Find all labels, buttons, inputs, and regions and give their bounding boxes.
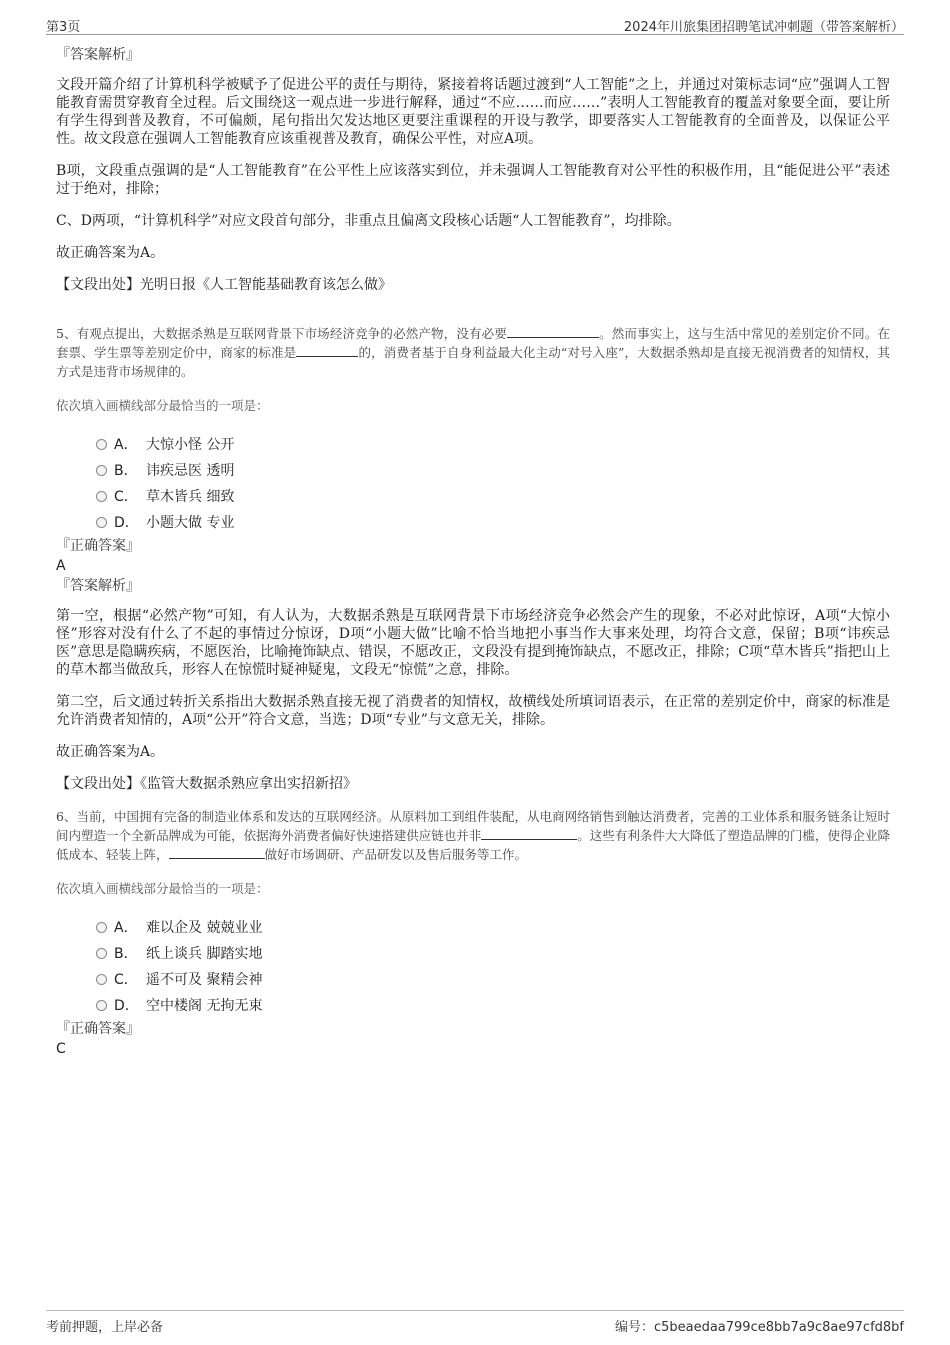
q5-stem-part2: 。然而事实上，这与生活中常见的差别定价不同。在套票、学生票等差别定价中，商家的标准是	[56, 326, 890, 360]
document-code: 编号：c5beaedaa799ce8bb7a9c8ae97cfd8bf	[614, 1320, 904, 1335]
q5-instruction: 依次填入画横线部分最恰当的一项是：	[56, 398, 269, 413]
q5-option-d[interactable]: D． 小题大做 专业	[56, 509, 890, 535]
q4-conclusion: 故正确答案为A。	[56, 245, 165, 261]
page-number: 第3页	[46, 20, 81, 35]
q5-blank-1	[507, 336, 599, 338]
radio-button[interactable]	[96, 974, 107, 985]
q5-answer: A	[56, 558, 66, 574]
q6-option-c[interactable]: C． 遥不可及 聚精会神	[56, 966, 890, 992]
q5-analysis-label: 『答案解析』	[56, 578, 140, 594]
q4-source: 【文段出处】光明日报《人工智能基础教育该怎么做》	[56, 277, 392, 293]
page-header	[46, 14, 904, 35]
q6-stem-part2: 。这些有利条件大大降低了塑造品牌的门槛，使得企业降低成本、轻装上阵，	[56, 828, 890, 862]
page-content	[56, 44, 890, 1058]
q6-instruction: 依次填入画横线部分最恰当的一项是：	[56, 881, 269, 896]
q4-analysis-p3: C、D两项，“计算机科学”对应文段首句部分，非重点且偏离文段核心话题“人工智能教育”，均排除。	[56, 213, 681, 229]
q6-stem-part1: 6、当前，中国拥有完备的制造业体系和发达的互联网经济。从原料加工到组件装配，从电商网络销售到触达消费者，完善的工业体系和服务链条让短时间内塑造一个全新品牌成为可能，依据海外消费者偏好快速搭建供应链也并非	[56, 809, 890, 843]
q5-source: 【文段出处】《监管大数据杀熟应拿出实招新招》	[56, 776, 357, 792]
q5-option-a[interactable]: A． 大惊小怪 公开	[56, 431, 890, 457]
q5-analysis-p2: 第二空，后文通过转折关系指出大数据杀熟直接无视了消费者的知情权，故横线处所填词语表示，在正常的差别定价中，商家的标准是允许消费者知情的，A项“公开”符合文意，当选；D项“专业”与文意无关，排除。	[56, 694, 890, 728]
document-title: 2024年川旅集团招聘笔试冲刺题（带答案解析）	[623, 20, 904, 35]
q5-stem-part1: 5、有观点提出，大数据杀熟是互联网背景下市场经济竞争的必然产物，没有必要	[56, 326, 507, 341]
q5-answer-label: 『正确答案』	[56, 538, 140, 554]
q5-stem	[56, 324, 890, 381]
radio-button[interactable]	[96, 491, 107, 502]
q6-option-d[interactable]: D． 空中楼阁 无拘无束	[56, 992, 890, 1018]
q5-option-c[interactable]: C． 草木皆兵 细致	[56, 483, 890, 509]
q4-analysis-label: 『答案解析』	[56, 47, 140, 63]
q6-stem-part3: 做好市场调研、产品研发以及售后服务等工作。	[264, 847, 528, 862]
radio-button[interactable]	[96, 922, 107, 933]
q6-option-a[interactable]: A． 难以企及 兢兢业业	[56, 914, 890, 940]
q5-stem-part3: 的，消费者基于自身利益最大化主动“对号入座”，大数据杀熟却是直接无视消费者的知情权，其方式是违背市场规律的。	[56, 345, 890, 379]
footer-slogan: 考前押题，上岸必备	[46, 1320, 164, 1335]
q4-analysis-p2: B项，文段重点强调的是“人工智能教育”在公平性上应该落实到位，并未强调人工智能教育对公平性的积极作用，且“能促进公平”表述过于绝对，排除；	[56, 163, 890, 197]
q6-blank-1	[481, 838, 577, 840]
page-footer	[46, 1310, 904, 1335]
q6-stem	[56, 807, 890, 864]
q6-options	[56, 914, 890, 1018]
q5-blank-2	[296, 355, 358, 357]
q6-answer: C	[56, 1041, 66, 1057]
q6-answer-label: 『正确答案』	[56, 1021, 140, 1037]
radio-button[interactable]	[96, 948, 107, 959]
radio-button[interactable]	[96, 439, 107, 450]
radio-button[interactable]	[96, 517, 107, 528]
radio-button[interactable]	[96, 465, 107, 476]
q4-analysis-p1: 文段开篇介绍了计算机科学被赋予了促进公平的责任与期待，紧接着将话题过渡到“人工智能”之上，并通过对策标志词“应”强调人工智能教育需贯穿教育全过程。后文围绕这一观点进一步进行解释，通过“不应……而应……”表明人工智能教育的覆盖对象要全面，要让所有学生得到普及教育，不可偏颇，尾句指出欠发达地区更要注重课程的开设与教学，即要落实人工智能教育的全面普及，以保证公平性。故文段意在强调人工智能教育应该重视普及教育，确保公平性，对应A项。	[56, 77, 890, 147]
radio-button[interactable]	[96, 1000, 107, 1011]
q5-conclusion: 故正确答案为A。	[56, 744, 165, 760]
q5-option-b[interactable]: B． 讳疾忌医 透明	[56, 457, 890, 483]
q5-options	[56, 431, 890, 535]
q5-analysis-p1: 第一空，根据“必然产物”可知，有人认为，大数据杀熟是互联网背景下市场经济竞争必然会产生的现象，不必对此惊讶，A项“大惊小怪”形容对没有什么了不起的事情过分惊讶，D项“小题大做”比喻不恰当地把小事当作大事来处理，均符合文意，保留；B项“讳疾忌医”意思是隐瞒疾病，不愿医治，比喻掩饰缺点、错误，不愿改正，文段没有提到掩饰缺点，不愿改正，排除；C项“草木皆兵”指把山上的草木都当做敌兵，形容人在惊慌时疑神疑鬼，文段无“惊慌”之意，排除。	[56, 608, 890, 678]
q6-blank-2	[169, 857, 265, 859]
q6-option-b[interactable]: B． 纸上谈兵 脚踏实地	[56, 940, 890, 966]
